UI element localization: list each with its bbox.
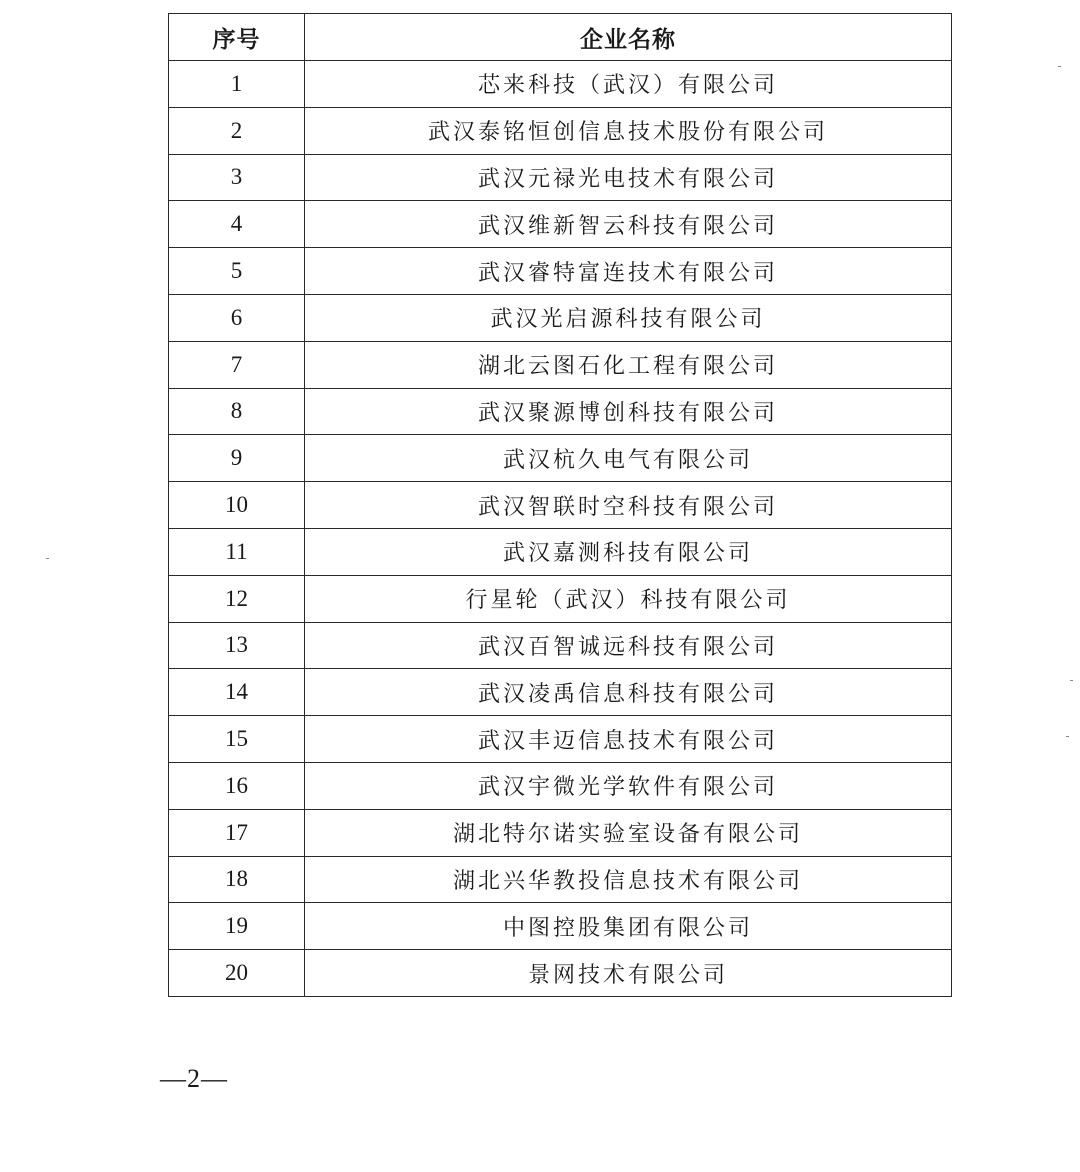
- row-company-name: 湖北云图石化工程有限公司: [305, 341, 952, 388]
- row-company-name: 武汉元禄光电技术有限公司: [305, 154, 952, 201]
- header-company-name: 企业名称: [305, 14, 952, 61]
- row-company-name: 武汉凌禹信息科技有限公司: [305, 669, 952, 716]
- row-index: 3: [169, 154, 305, 201]
- row-index: 5: [169, 248, 305, 295]
- row-index: 20: [169, 950, 305, 997]
- row-company-name: 湖北特尔诺实验室设备有限公司: [305, 809, 952, 856]
- header-index: 序号: [169, 14, 305, 61]
- row-index: 14: [169, 669, 305, 716]
- table-row: [169, 622, 952, 669]
- row-index: 13: [169, 622, 305, 669]
- table-row: [169, 341, 952, 388]
- row-company-name: 武汉维新智云科技有限公司: [305, 201, 952, 248]
- scan-speck: [1070, 680, 1073, 681]
- row-index: 19: [169, 903, 305, 950]
- scan-speck: [1058, 66, 1061, 67]
- table-row: [169, 903, 952, 950]
- row-index: 17: [169, 809, 305, 856]
- row-company-name: 景网技术有限公司: [305, 950, 952, 997]
- table-row: [169, 61, 952, 108]
- table-row: [169, 856, 952, 903]
- header-row: [169, 14, 952, 61]
- page-number: —2—: [160, 1064, 228, 1093]
- scan-speck: [46, 558, 49, 559]
- row-index: 15: [169, 716, 305, 763]
- table-row: [169, 716, 952, 763]
- table-row: [169, 809, 952, 856]
- table-row: [169, 107, 952, 154]
- row-company-name: 武汉睿特富连技术有限公司: [305, 248, 952, 295]
- row-company-name: 武汉丰迈信息技术有限公司: [305, 716, 952, 763]
- row-company-name: 武汉嘉测科技有限公司: [305, 528, 952, 575]
- scan-speck: [1066, 736, 1069, 737]
- row-company-name: 武汉光启源科技有限公司: [305, 294, 952, 341]
- row-index: 2: [169, 107, 305, 154]
- table-row: [169, 482, 952, 529]
- row-index: 16: [169, 762, 305, 809]
- row-index: 8: [169, 388, 305, 435]
- row-company-name: 武汉宇微光学软件有限公司: [305, 762, 952, 809]
- table-row: [169, 435, 952, 482]
- company-list-table: [168, 13, 952, 997]
- row-company-name: 武汉百智诚远科技有限公司: [305, 622, 952, 669]
- table-row: [169, 388, 952, 435]
- table-row: [169, 294, 952, 341]
- table-row: [169, 248, 952, 295]
- row-company-name: 武汉杭久电气有限公司: [305, 435, 952, 482]
- row-company-name: 中图控股集团有限公司: [305, 903, 952, 950]
- row-index: 7: [169, 341, 305, 388]
- row-index: 6: [169, 294, 305, 341]
- row-index: 9: [169, 435, 305, 482]
- row-company-name: 武汉泰铭恒创信息技术股份有限公司: [305, 107, 952, 154]
- row-index: 11: [169, 528, 305, 575]
- row-company-name: 武汉聚源博创科技有限公司: [305, 388, 952, 435]
- table-row: [169, 575, 952, 622]
- row-index: 18: [169, 856, 305, 903]
- row-company-name: 行星轮（武汉）科技有限公司: [305, 575, 952, 622]
- table-header: [169, 14, 952, 61]
- table-row: [169, 154, 952, 201]
- table-row: [169, 950, 952, 997]
- table-body: [169, 61, 952, 997]
- table-row: [169, 669, 952, 716]
- row-index: 4: [169, 201, 305, 248]
- row-index: 10: [169, 482, 305, 529]
- table-row: [169, 528, 952, 575]
- row-index: 12: [169, 575, 305, 622]
- row-index: 1: [169, 61, 305, 108]
- row-company-name: 芯来科技（武汉）有限公司: [305, 61, 952, 108]
- table-row: [169, 201, 952, 248]
- table-row: [169, 762, 952, 809]
- row-company-name: 湖北兴华教投信息技术有限公司: [305, 856, 952, 903]
- row-company-name: 武汉智联时空科技有限公司: [305, 482, 952, 529]
